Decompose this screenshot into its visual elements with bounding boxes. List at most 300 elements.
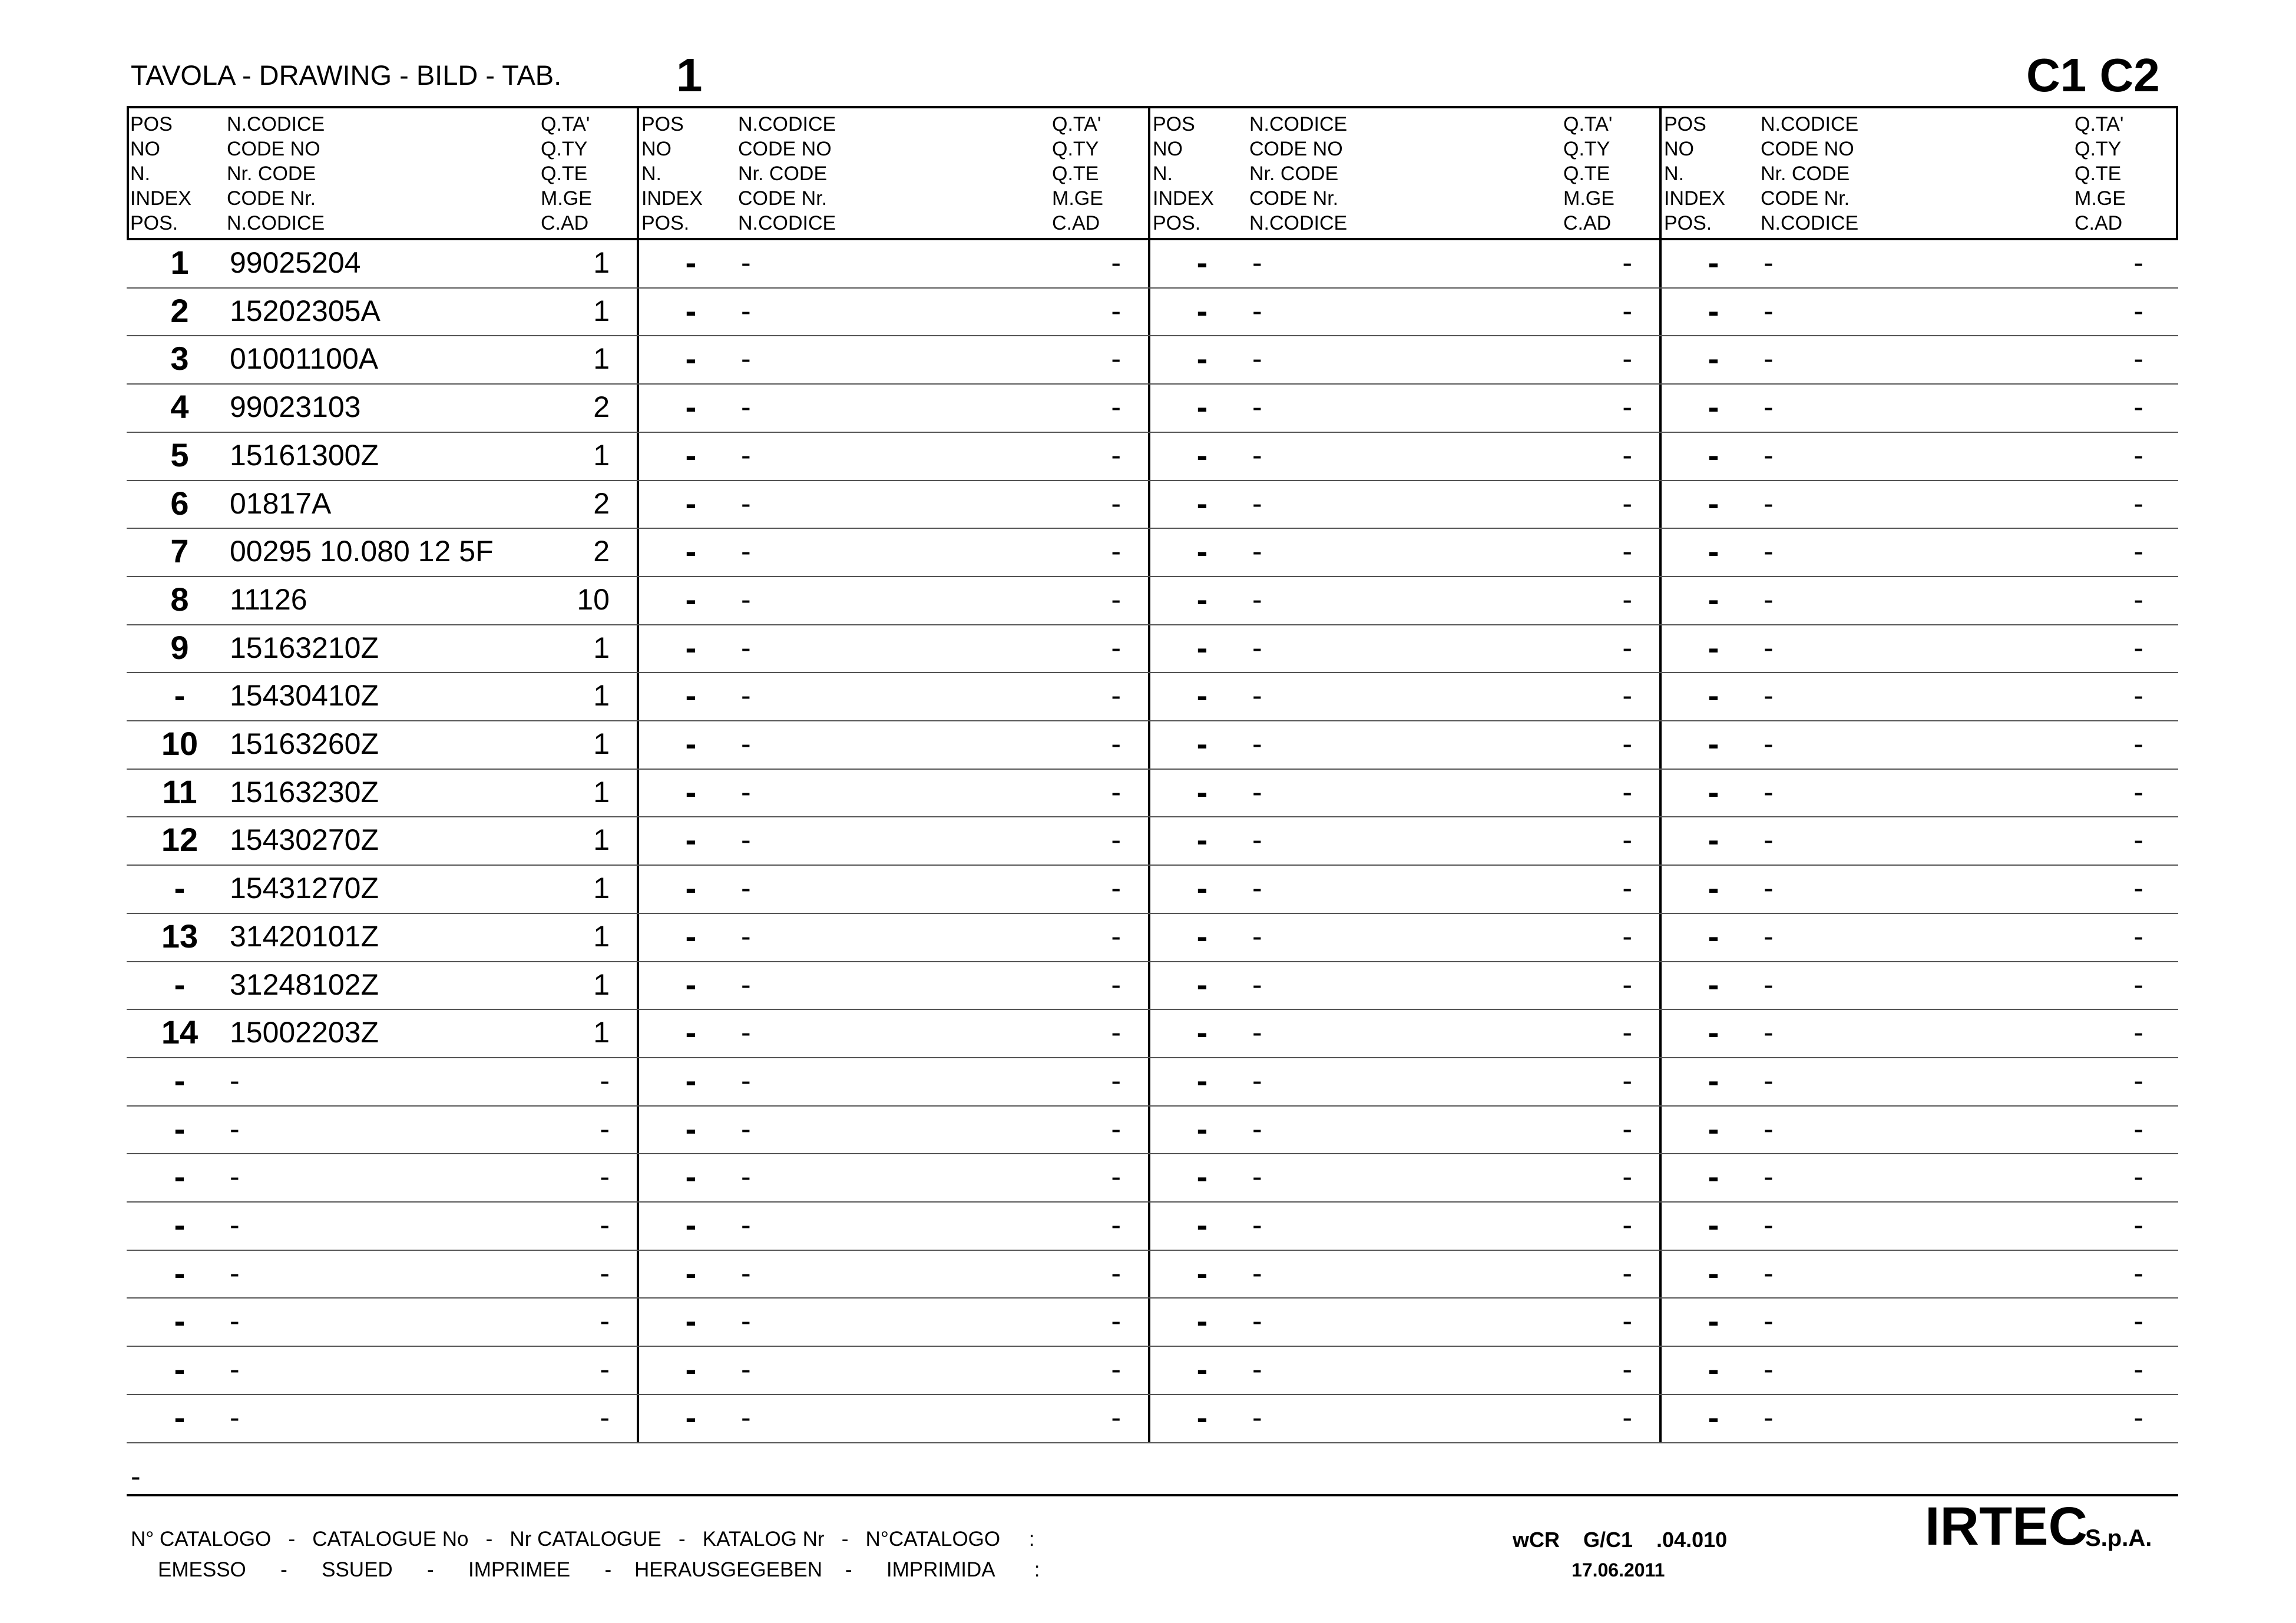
empty-code: - (741, 631, 751, 664)
row-part-code: 15163260Z (230, 727, 379, 760)
empty-code: - (1252, 1256, 1262, 1290)
row-quantity: 1 (593, 727, 610, 760)
empty-code: - (1764, 775, 1774, 809)
row-part-code: 15430270Z (230, 823, 379, 857)
header-pos-label: INDEX (1153, 187, 1214, 210)
empty-quantity: - (2133, 823, 2143, 857)
empty-code: - (1764, 679, 1774, 713)
row-quantity: - (600, 1160, 610, 1194)
empty-position: - (685, 725, 697, 762)
row-part-code: - (230, 1400, 240, 1434)
empty-position: - (1708, 388, 1719, 426)
issue-date: 17.06.2011 (1572, 1559, 1665, 1581)
empty-code: - (1252, 390, 1262, 424)
row-divider (127, 1250, 2178, 1251)
row-quantity: 1 (593, 294, 610, 327)
row-part-code: - (230, 1256, 240, 1290)
row-divider (127, 432, 2178, 433)
row-part-code: 31248102Z (230, 968, 379, 1001)
empty-position: - (1708, 292, 1719, 329)
row-part-code: 15430410Z (230, 679, 379, 713)
empty-position: - (685, 821, 697, 859)
row-divider (127, 913, 2178, 914)
empty-position: - (685, 1206, 697, 1243)
empty-quantity: - (2133, 390, 2143, 424)
empty-quantity: - (1622, 1160, 1632, 1194)
row-quantity: 2 (593, 486, 610, 520)
row-divider (127, 816, 2178, 817)
empty-quantity: - (1622, 1353, 1632, 1386)
empty-code: - (1764, 1016, 1774, 1049)
empty-quantity: - (2133, 246, 2143, 279)
empty-quantity: - (1622, 390, 1632, 424)
empty-code: - (741, 1353, 751, 1386)
empty-quantity: - (1622, 582, 1632, 616)
header-pos-label: NO (130, 138, 160, 160)
group-separator (1659, 106, 1662, 1443)
empty-code: - (1764, 1256, 1774, 1290)
empty-quantity: - (1622, 438, 1632, 472)
header-code-label: N.CODICE (1249, 212, 1348, 234)
empty-position: - (1708, 1158, 1719, 1195)
header-qty-label: Q.TA' (1052, 113, 1101, 135)
header-code-label: CODE Nr. (1761, 187, 1850, 210)
header-pos-label: NO (1153, 138, 1183, 160)
empty-quantity: - (1111, 294, 1121, 327)
row-divider (127, 480, 2178, 481)
row-quantity: - (600, 1400, 610, 1434)
row-divider (127, 720, 2178, 721)
group-separator (1148, 106, 1150, 1443)
empty-quantity: - (1111, 582, 1121, 616)
empty-code: - (741, 1304, 751, 1338)
row-quantity: - (600, 1353, 610, 1386)
empty-quantity: - (2133, 1208, 2143, 1241)
drawing-title: TAVOLA - DRAWING - BILD - TAB. (131, 59, 562, 91)
empty-quantity: - (2133, 968, 2143, 1001)
header-qty-label: C.AD (1563, 212, 1612, 234)
empty-position: - (1708, 1109, 1719, 1147)
row-divider (127, 1297, 2178, 1299)
empty-quantity: - (2133, 582, 2143, 616)
row-quantity: 1 (593, 631, 610, 664)
row-position: - (174, 1109, 186, 1147)
empty-position: - (1196, 580, 1208, 618)
header-pos-label: POS (641, 113, 684, 135)
header-qty-label: Q.TY (1563, 138, 1610, 160)
empty-position: - (1708, 532, 1719, 570)
empty-code: - (741, 872, 751, 905)
empty-code: - (1252, 775, 1262, 809)
empty-quantity: - (2133, 1064, 2143, 1097)
empty-quantity: - (2133, 919, 2143, 953)
empty-position: - (1196, 340, 1208, 377)
empty-code: - (741, 1112, 751, 1145)
empty-position: - (1196, 1109, 1208, 1147)
empty-position: - (1708, 1350, 1719, 1388)
row-position: - (174, 1254, 186, 1291)
empty-code: - (741, 823, 751, 857)
header-qty-label: Q.TY (541, 138, 588, 160)
empty-code: - (1764, 631, 1774, 664)
header-code-label: N.CODICE (227, 212, 325, 234)
row-part-code: - (230, 1160, 240, 1194)
empty-quantity: - (1622, 486, 1632, 520)
empty-code: - (741, 679, 751, 713)
empty-position: - (685, 1158, 697, 1195)
empty-position: - (685, 628, 697, 666)
row-part-code: - (230, 1353, 240, 1386)
empty-code: - (1764, 823, 1774, 857)
empty-quantity: - (1622, 775, 1632, 809)
footer-divider (127, 1494, 2178, 1496)
row-position: 4 (170, 388, 189, 426)
header-code-label: CODE Nr. (227, 187, 316, 210)
header-qty-label: C.AD (1052, 212, 1100, 234)
empty-position: - (1708, 1206, 1719, 1243)
empty-position: - (685, 1302, 697, 1340)
empty-position: - (1708, 677, 1719, 714)
row-quantity: 1 (593, 872, 610, 905)
empty-quantity: - (1622, 823, 1632, 857)
row-position: - (174, 869, 186, 907)
empty-quantity: - (1622, 342, 1632, 376)
empty-position: - (685, 532, 697, 570)
header-pos-label: N. (641, 163, 661, 185)
row-part-code: 15002203Z (230, 1016, 379, 1049)
empty-code: - (1764, 390, 1774, 424)
empty-quantity: - (1111, 390, 1121, 424)
empty-position: - (1708, 725, 1719, 762)
empty-quantity: - (1622, 1208, 1632, 1241)
row-position: - (174, 965, 186, 1003)
empty-code: - (741, 1064, 751, 1097)
row-quantity: 1 (593, 775, 610, 809)
empty-code: - (1252, 631, 1262, 664)
row-quantity: - (600, 1064, 610, 1097)
empty-code: - (1764, 727, 1774, 760)
empty-quantity: - (1111, 919, 1121, 953)
empty-quantity: - (1111, 1112, 1121, 1145)
empty-quantity: - (2133, 775, 2143, 809)
empty-quantity: - (1111, 535, 1121, 568)
empty-position: - (1708, 340, 1719, 377)
empty-quantity: - (2133, 438, 2143, 472)
empty-quantity: - (1111, 1208, 1121, 1241)
empty-position: - (1196, 725, 1208, 762)
empty-position: - (1196, 1398, 1208, 1436)
empty-code: - (741, 1016, 751, 1049)
empty-code: - (1764, 246, 1774, 279)
empty-position: - (1196, 388, 1208, 426)
empty-code: - (1252, 823, 1262, 857)
catalog-label-line: N° CATALOGO - CATALOGUE No - Nr CATALOGUE - KATALOG Nr - N°CATALOGO : (131, 1528, 1035, 1551)
empty-code: - (741, 535, 751, 568)
empty-position: - (685, 1398, 697, 1436)
empty-quantity: - (1622, 1400, 1632, 1434)
empty-quantity: - (1622, 246, 1632, 279)
empty-quantity: - (1111, 486, 1121, 520)
header-qty-label: M.GE (1563, 187, 1615, 210)
row-divider (127, 1153, 2178, 1154)
header-code-label: N.CODICE (1761, 212, 1859, 234)
header-code-label: Nr. CODE (1761, 163, 1850, 185)
header-code-label: Nr. CODE (227, 163, 316, 185)
row-divider (127, 672, 2178, 673)
empty-position: - (1196, 1061, 1208, 1099)
row-position: 2 (170, 292, 189, 329)
empty-quantity: - (2133, 1353, 2143, 1386)
row-position: 1 (170, 244, 189, 281)
row-divider (127, 769, 2178, 770)
empty-position: - (685, 292, 697, 329)
row-part-code: 01817A (230, 486, 332, 520)
bottom-note: - (131, 1460, 141, 1493)
row-quantity: 2 (593, 535, 610, 568)
empty-quantity: - (1111, 968, 1121, 1001)
row-position: 8 (170, 580, 189, 618)
empty-code: - (741, 1400, 751, 1434)
empty-code: - (1764, 1160, 1774, 1194)
empty-code: - (1252, 1112, 1262, 1145)
row-divider (127, 865, 2178, 866)
header-pos-label: INDEX (130, 187, 191, 210)
header-qty-label: M.GE (1052, 187, 1103, 210)
empty-position: - (1708, 1013, 1719, 1051)
header-pos-label: N. (130, 163, 150, 185)
empty-quantity: - (1111, 679, 1121, 713)
row-position: 12 (161, 821, 198, 859)
row-part-code: - (230, 1208, 240, 1241)
empty-code: - (1764, 1112, 1774, 1145)
row-divider (127, 624, 2178, 625)
header-pos-label: POS (130, 113, 173, 135)
empty-position: - (1196, 869, 1208, 907)
empty-code: - (1252, 582, 1262, 616)
empty-quantity: - (1111, 872, 1121, 905)
empty-position: - (685, 1109, 697, 1147)
row-position: 3 (170, 340, 189, 377)
row-quantity: 1 (593, 823, 610, 857)
empty-quantity: - (1111, 1353, 1121, 1386)
row-quantity: - (600, 1304, 610, 1338)
header-pos-label: INDEX (1664, 187, 1725, 210)
empty-quantity: - (1622, 679, 1632, 713)
empty-code: - (1764, 1064, 1774, 1097)
empty-quantity: - (2133, 631, 2143, 664)
empty-code: - (1252, 727, 1262, 760)
empty-code: - (741, 246, 751, 279)
empty-code: - (741, 1160, 751, 1194)
empty-quantity: - (1111, 1064, 1121, 1097)
row-divider (127, 383, 2178, 385)
empty-code: - (741, 1256, 751, 1290)
header-pos-label: POS. (1664, 212, 1712, 234)
empty-position: - (685, 917, 697, 955)
empty-position: - (1708, 773, 1719, 810)
empty-position: - (1196, 1013, 1208, 1051)
empty-position: - (1196, 821, 1208, 859)
empty-position: - (685, 484, 697, 522)
empty-code: - (1764, 486, 1774, 520)
empty-position: - (685, 436, 697, 473)
empty-position: - (1708, 580, 1719, 618)
row-part-code: 00295 10.080 12 5F (230, 535, 494, 568)
empty-quantity: - (1111, 727, 1121, 760)
empty-position: - (1708, 965, 1719, 1003)
empty-quantity: - (1622, 968, 1632, 1001)
header-qty-label: M.GE (2075, 187, 2126, 210)
header-qty-label: Q.TY (1052, 138, 1099, 160)
model-code: C1 C2 (2026, 49, 2160, 101)
empty-code: - (741, 919, 751, 953)
empty-position: - (1196, 1302, 1208, 1340)
header-pos-label: INDEX (641, 187, 703, 210)
empty-position: - (1196, 1254, 1208, 1291)
empty-code: - (741, 390, 751, 424)
empty-quantity: - (2133, 727, 2143, 760)
empty-code: - (1764, 294, 1774, 327)
row-divider (127, 1201, 2178, 1203)
empty-quantity: - (1111, 246, 1121, 279)
header-qty-label: Q.TE (2075, 163, 2122, 185)
row-quantity: 10 (577, 582, 610, 616)
empty-quantity: - (2133, 1160, 2143, 1194)
empty-quantity: - (1111, 1016, 1121, 1049)
empty-code: - (1252, 1064, 1262, 1097)
header-pos-label: POS. (1153, 212, 1201, 234)
empty-code: - (1764, 872, 1774, 905)
empty-code: - (741, 582, 751, 616)
row-position: 5 (170, 436, 189, 473)
empty-quantity: - (1622, 1112, 1632, 1145)
row-part-code: 01001100A (230, 342, 379, 376)
row-position: - (174, 1350, 186, 1388)
empty-quantity: - (1111, 1400, 1121, 1434)
empty-code: - (741, 486, 751, 520)
header-code-label: N.CODICE (738, 212, 836, 234)
header-code-label: CODE NO (1249, 138, 1343, 160)
empty-position: - (1196, 677, 1208, 714)
row-part-code: 15202305A (230, 294, 381, 327)
empty-code: - (1252, 1304, 1262, 1338)
empty-quantity: - (2133, 1304, 2143, 1338)
row-position: - (174, 1398, 186, 1436)
row-part-code: 15163210Z (230, 631, 379, 664)
empty-code: - (741, 968, 751, 1001)
empty-quantity: - (1111, 1304, 1121, 1338)
empty-code: - (1764, 919, 1774, 953)
empty-quantity: - (2133, 1112, 2143, 1145)
empty-code: - (1252, 1208, 1262, 1241)
row-position: 6 (170, 484, 189, 522)
row-position: - (174, 677, 186, 714)
empty-code: - (1252, 438, 1262, 472)
header-qty-label: Q.TA' (541, 113, 590, 135)
empty-code: - (1252, 1016, 1262, 1049)
row-part-code: 11126 (230, 582, 307, 616)
empty-quantity: - (1111, 631, 1121, 664)
empty-quantity: - (1622, 1256, 1632, 1290)
empty-position: - (685, 773, 697, 810)
empty-code: - (741, 1208, 751, 1241)
row-position: 10 (161, 725, 198, 762)
row-divider (127, 1394, 2178, 1395)
empty-position: - (1196, 1350, 1208, 1388)
row-quantity: 1 (593, 342, 610, 376)
row-part-code: 15163230Z (230, 775, 379, 809)
empty-quantity: - (2133, 1016, 2143, 1049)
header-code-label: N.CODICE (227, 113, 325, 135)
row-divider (127, 1346, 2178, 1347)
row-divider (127, 1442, 2178, 1443)
row-quantity: 2 (593, 390, 610, 424)
row-quantity: 1 (593, 679, 610, 713)
row-part-code: 31420101Z (230, 919, 379, 953)
row-divider (127, 1105, 2178, 1107)
row-divider (127, 1057, 2178, 1058)
header-code-label: N.CODICE (738, 113, 836, 135)
header-pos-label: POS. (641, 212, 690, 234)
row-position: 13 (161, 917, 198, 955)
empty-position: - (685, 388, 697, 426)
row-position: 11 (162, 773, 197, 810)
row-quantity: 1 (593, 968, 610, 1001)
row-divider (127, 528, 2178, 529)
row-quantity: - (600, 1208, 610, 1241)
empty-position: - (1196, 484, 1208, 522)
empty-quantity: - (2133, 872, 2143, 905)
header-pos-label: N. (1664, 163, 1684, 185)
empty-position: - (685, 1254, 697, 1291)
row-divider (127, 287, 2178, 289)
empty-code: - (1764, 438, 1774, 472)
empty-position: - (1196, 1158, 1208, 1195)
header-pos-label: N. (1153, 163, 1173, 185)
empty-position: - (1196, 436, 1208, 473)
empty-position: - (1196, 628, 1208, 666)
header-code-label: N.CODICE (1249, 113, 1348, 135)
row-divider (127, 961, 2178, 962)
row-position: 7 (170, 532, 189, 570)
empty-position: - (1708, 917, 1719, 955)
row-divider (127, 1009, 2178, 1010)
header-code-label: Nr. CODE (1249, 163, 1339, 185)
empty-quantity: - (1111, 823, 1121, 857)
row-part-code: - (230, 1112, 240, 1145)
empty-position: - (685, 965, 697, 1003)
empty-quantity: - (2133, 1256, 2143, 1290)
empty-code: - (1252, 679, 1262, 713)
row-part-code: - (230, 1304, 240, 1338)
empty-position: - (1708, 628, 1719, 666)
header-code-label: Nr. CODE (738, 163, 828, 185)
row-part-code: 99023103 (230, 390, 361, 424)
row-part-code: 99025204 (230, 246, 361, 279)
issued-label-line: EMESSO - SSUED - IMPRIMEE - HERAUSGEGEBEN - IMPRIMIDA : (158, 1558, 1040, 1581)
empty-code: - (1252, 919, 1262, 953)
parts-table (127, 106, 2178, 1444)
empty-quantity: - (1111, 775, 1121, 809)
header-qty-label: M.GE (541, 187, 592, 210)
header-code-label: N.CODICE (1761, 113, 1859, 135)
empty-code: - (1252, 342, 1262, 376)
empty-position: - (1196, 773, 1208, 810)
empty-position: - (1708, 484, 1719, 522)
empty-position: - (1196, 292, 1208, 329)
empty-code: - (1252, 535, 1262, 568)
row-part-code: 15431270Z (230, 872, 379, 905)
